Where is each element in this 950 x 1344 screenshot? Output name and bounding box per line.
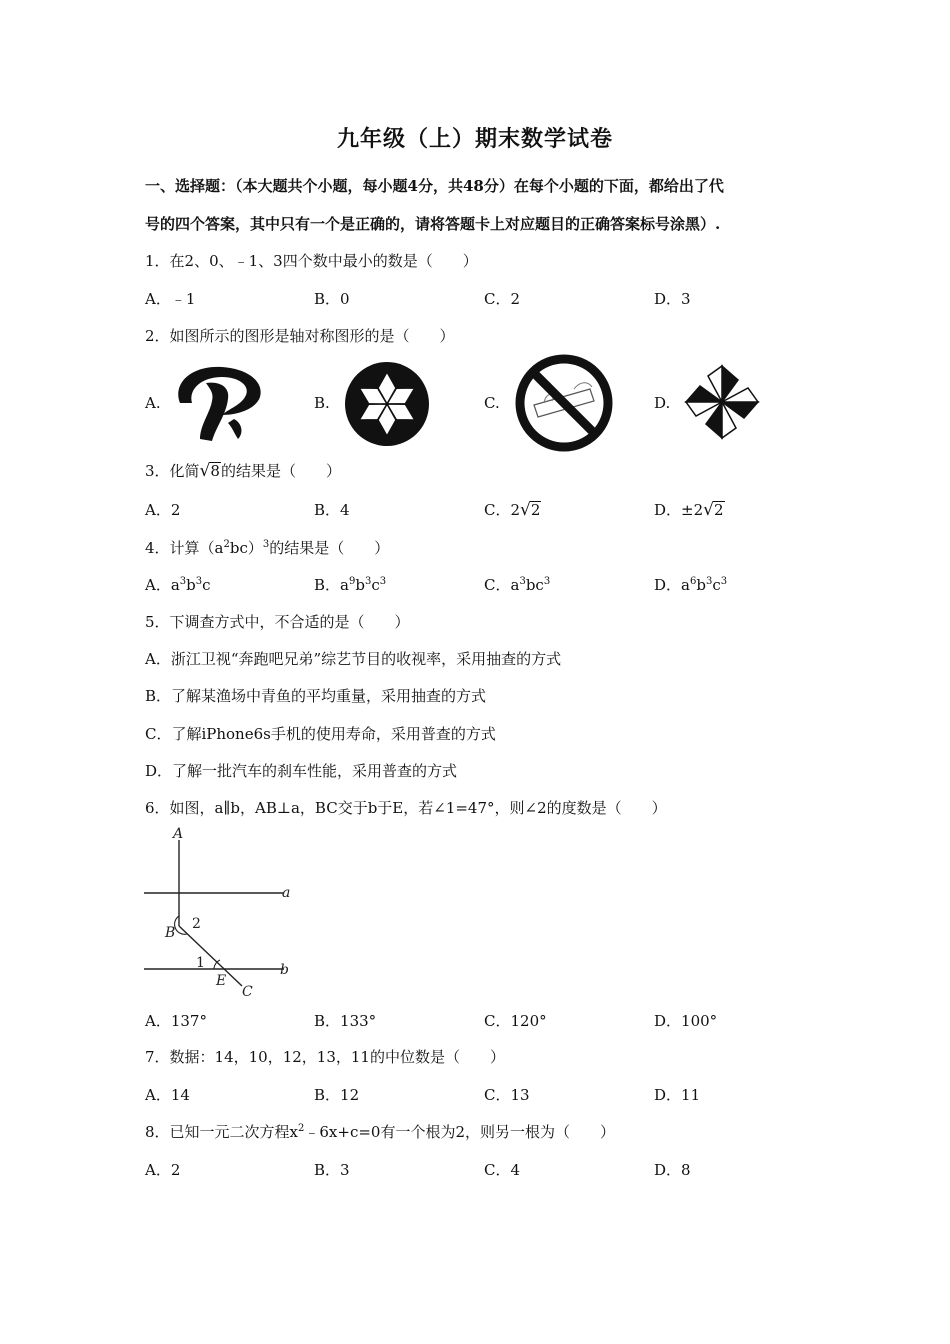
telecom-logo-icon	[172, 363, 264, 443]
parallel-lines-figure	[140, 826, 300, 998]
q6-stem: 6．如图，a∥b，AB⊥a，BC交于b于E，若∠1=47°，则∠2的度数是（ ）	[145, 799, 667, 817]
q5-option-b: B．了解某渔场中青鱼的平均重量，采用抽查的方式	[145, 687, 487, 705]
q6-option-d: D．100°	[654, 1012, 718, 1030]
q2-option-d: D.	[654, 394, 671, 412]
q2-option-b: B.	[314, 394, 330, 412]
q3-option-b: B．4	[314, 501, 350, 519]
q7-stem: 7．数据：14，10，12，13，11的中位数是（ ）	[145, 1048, 505, 1066]
q6-option-a: A．137°	[145, 1012, 207, 1030]
q1-option-c: C．2	[484, 290, 521, 308]
q7-option-d: D．11	[654, 1086, 701, 1104]
q4-option-a: A．$a^3b^3c$	[145, 576, 211, 594]
q5-stem: 5．下调查方式中，不合适的是（ ）	[145, 613, 410, 631]
label-angle-2: 2	[192, 916, 201, 932]
q2-option-c: C.	[484, 394, 500, 412]
q3-option-d: D．±2√2	[654, 500, 724, 520]
q4-option-d: D．$a^6b^3c^3$	[654, 576, 728, 594]
hexagram-flower-icon	[343, 360, 431, 448]
q5-option-a: A．浙江卫视“奔跑吧兄弟”综艺节目的收视率，采用抽查的方式	[145, 650, 562, 668]
q6-option-c: C．120°	[484, 1012, 547, 1030]
q4-option-b: B．$a^9b^3c^3$	[314, 576, 387, 594]
q3-option-a: A．2	[145, 501, 181, 519]
no-smoking-sign-icon	[513, 352, 615, 454]
q8-stem: 8．已知一元二次方程$x^2﹣6x+c=0$有一个根为2，则另一根为（ ）	[145, 1123, 616, 1141]
label-point-c: C	[242, 984, 253, 998]
q5-option-d: D．了解一批汽车的刹车性能，采用普查的方式	[145, 762, 458, 780]
q1-option-d: D．3	[654, 290, 691, 308]
label-angle-1: 1	[196, 955, 205, 971]
q8-option-a: A．2	[145, 1161, 181, 1179]
q4-stem: 4．计算$(a^2bc)^3$的结果是（ ）	[145, 539, 390, 557]
q1-option-b: B．0	[314, 290, 350, 308]
q8-option-d: D．8	[654, 1161, 691, 1179]
label-line-a: a	[282, 885, 291, 901]
label-point-e: E	[216, 973, 227, 989]
q2-option-a: A.	[145, 394, 161, 412]
q2-stem: 2．如图所示的图形是轴对称图形的是（ ）	[145, 327, 455, 345]
sqrt-symbol: √	[199, 461, 211, 481]
q3-stem: 3．化简√8的结果是（ ）	[145, 461, 341, 481]
q8-option-c: C．4	[484, 1161, 521, 1179]
q8-option-b: B．3	[314, 1161, 350, 1179]
q4-option-c: C．$a^3bc^3$	[484, 576, 551, 594]
q7-option-c: C．13	[484, 1086, 530, 1104]
page-title: 九年级（上）期末数学试卷	[336, 126, 613, 152]
label-point-b: B	[165, 925, 176, 941]
q7-option-b: B．12	[314, 1086, 360, 1104]
q3-radicand: 8	[210, 462, 220, 480]
label-point-a: A	[173, 826, 184, 842]
section-heading-line2: 号的四个答案，其中只有一个是正确的，请将答题卡上对应题目的正确答案标号涂黑）.	[145, 215, 721, 233]
pinwheel-icon	[682, 361, 762, 443]
label-line-b: b	[280, 962, 289, 978]
section-heading-line1: 一、选择题：（本大题共个小题，每小题4分，共48分）在每个小题的下面，都给出了代	[145, 177, 724, 195]
q1-option-a: A．﹣1	[145, 290, 196, 308]
q3-option-c: C．2√2	[484, 500, 541, 520]
q5-option-c: C．了解iPhone6s手机的使用寿命，采用普查的方式	[145, 725, 496, 743]
q1-stem: 1．在2、0、﹣1、3四个数中最小的数是（ ）	[145, 252, 478, 270]
q6-option-b: B．133°	[314, 1012, 377, 1030]
q7-option-a: A．14	[145, 1086, 190, 1104]
segment-bc	[179, 926, 242, 986]
